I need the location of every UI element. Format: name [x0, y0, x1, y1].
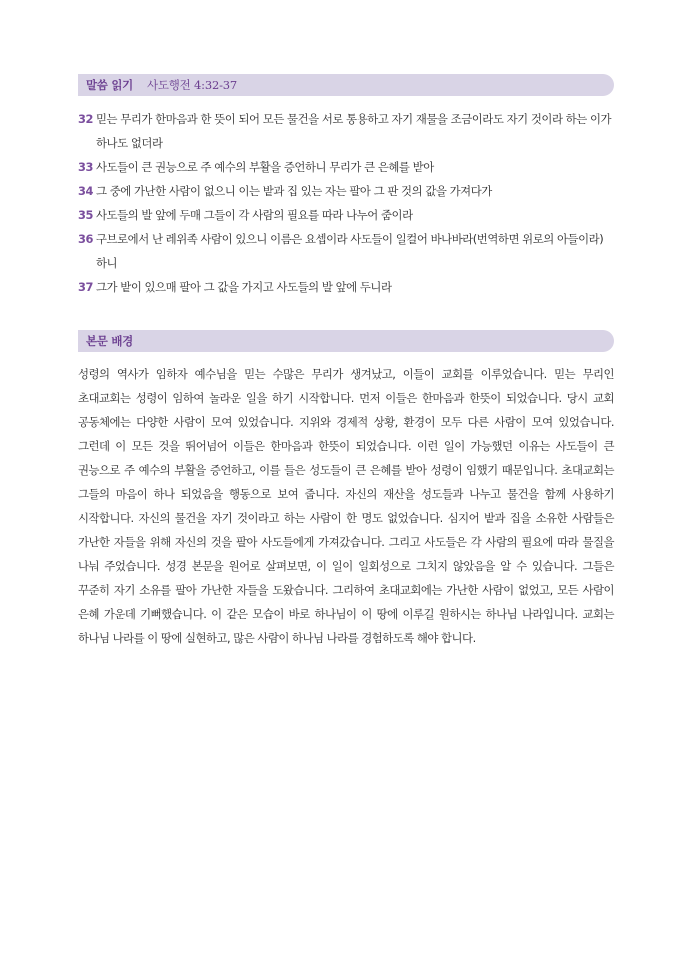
background-header-bar: [78, 330, 614, 352]
verse-text: 사도들이 큰 권능으로 주 예수의 부활을 증언하니 무리가 큰 은혜를 받아: [96, 160, 434, 174]
verse-number: 32: [78, 112, 93, 126]
verse-list: [78, 107, 614, 299]
verse-number: 34: [78, 184, 93, 198]
verse-text: 그 중에 가난한 사람이 없으니 이는 밭과 집 있는 자는 팔아 그 판 것의 값을 가져다가: [96, 184, 492, 198]
background-paragraph: 성령의 역사가 임하자 예수님을 믿는 수많은 무리가 생겨났고, 이들이 교회를 이루었습니다. 믿는 무리인 초대교회는 성령이 임하여 놀라운 일을 하기 시작합니다. 먼저 이들은 한마음과 한뜻이 되었습니다. 당시 교회 공동체에는 다양한 사람이 모여 있었습니다. 지위와 경제적 상황, 환경이 모두 다른 사람이 모여 있었습니다. 그런데 이 모든 것을 뛰어넘어 이들은 한마음과 한뜻이 되었습니다. 이런 일이 가능했던 이유는 사도들이 큰 권능으로 주 예수의 부활을 증언하고, 이를 들은 성도들이 큰 은혜를 받아 성령이 임했기 때문입니다. 초대교회는 그들의 마음이 하나 되었음을 행동으로 보여 줍니다. 자신의 재산을 성도들과 나누고 물건을 함께 사용하기 시작합니다. 자신의 물건을 자기 것이라고 하는 사람이 한 명도 없었습니다. 심지어 밭과 집을 소유한 사람들은 가난한 자들을 위해 자신의 것을 팔아 사도들에게 가져갔습니다. 그리고 사도들은 각 사람의 필요에 따라 물질을 나눠 주었습니다. 성경 본문을 원어로 살펴보면, 이 일이 일회성으로 그치지 않았음을 알 수 있습니다. 그들은 꾸준히 자기 소유를 팔아 가난한 자들을 도왔습니다. 그리하여 초대교회에는 가난한 사람이 없었고, 모든 사람이 은혜 가운데 기뻐했습니다. 이 같은 모습이 바로 하나님이 이 땅에 이루길 원하시는 하나님 나라입니다. 교회는 하나님 나라를 이 땅에 실현하고, 많은 사람이 하나님 나라를 경험하도록 해야 합니다.: [78, 367, 614, 645]
verse-item: [78, 203, 614, 227]
verse-text: 구브로에서 난 레위족 사람이 있으니 이름은 요셉이라 사도들이 일컬어 바나바라(번역하면 위로의 아들이라) 하니: [96, 232, 604, 270]
reading-header-bar: [78, 74, 614, 96]
verse-item: [78, 179, 614, 203]
verse-number: 36: [78, 232, 93, 246]
verse-number: 35: [78, 208, 93, 222]
verse-item: [78, 275, 614, 299]
background-section-label: 본문 배경: [86, 334, 133, 348]
verse-number: 33: [78, 160, 93, 174]
verse-item: [78, 227, 614, 275]
verse-text: 믿는 무리가 한마음과 한 뜻이 되어 모든 물건을 서로 통용하고 자기 재물을 조금이라도 자기 것이라 하는 이가 하나도 없더라: [96, 112, 612, 150]
verse-item: [78, 107, 614, 155]
scripture-reference: 사도행전 4:32-37: [146, 78, 237, 92]
page-content: [78, 74, 614, 661]
verse-item: [78, 155, 614, 179]
verse-text: 그가 밭이 있으매 팔아 그 값을 가지고 사도들의 발 앞에 두니라: [96, 280, 392, 294]
verse-text: 사도들의 발 앞에 두매 그들이 각 사람의 필요를 따라 나누어 줌이라: [96, 208, 413, 222]
verse-number: 37: [78, 280, 93, 294]
reading-section-label: 말씀 읽기: [86, 78, 133, 92]
